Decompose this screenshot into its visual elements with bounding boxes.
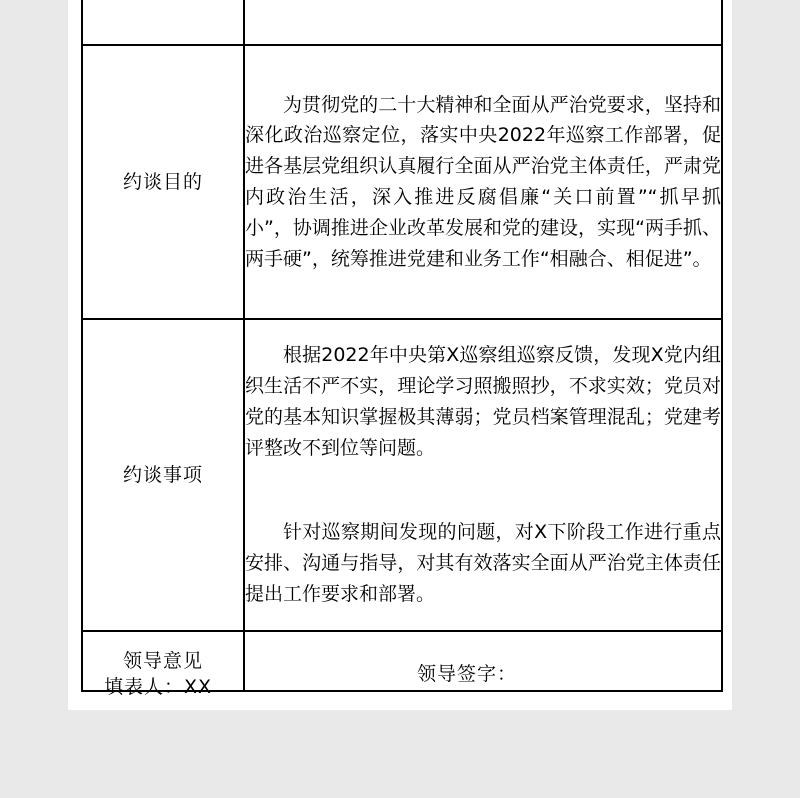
table-row: [82, 45, 722, 319]
row-body-cell-purpose: [244, 45, 722, 319]
row-body-cell-top: [244, 0, 722, 45]
matters-paragraph-1: 根据2022年中央第X巡察组巡察反馈，发现X党内组织生活不严不实，理论学习照搬照抄，不求实效；党员对党的基本知识掌握极其薄弱；党员档案管理混乱；党建考评整改不到位等问题。: [245, 344, 721, 459]
row-body-cell-opinion: [244, 631, 722, 691]
interview-record-table: [81, 0, 723, 692]
document-page: [68, 0, 732, 710]
row-label-purpose: 约谈目的: [122, 170, 203, 193]
row-label-opinion: 领导意见: [122, 649, 203, 672]
row-label-cell-top: [82, 0, 244, 45]
row-label-cell-purpose: [82, 45, 244, 319]
matters-paragraph-2: 针对巡察期间发现的问题，对X下阶段工作进行重点安排、沟通与指导，对其有效落实全面从严治党主体责任提出工作要求和部署。: [245, 521, 721, 605]
row-label-cell-matters: [82, 319, 244, 631]
purpose-paragraph: 为贯彻党的二十大精神和全面从严治党要求，坚持和深化政治巡察定位，落实中央2022年巡察工作部署，促进各基层党组织认真履行全面从严治党主体责任，严肃党内政治生活，深入推进反腐倡廉“关口前置”“抓早抓小”，协调推进企业改革发展和党的建设，实现“两手抓、两手硬”，统筹推进党建和业务工作“相融合、相促进”。: [245, 93, 721, 270]
leader-signature-label: 领导签字：: [417, 663, 518, 685]
table-row: [82, 319, 722, 631]
row-label-matters: 约谈事项: [122, 463, 203, 486]
table-row: [82, 0, 722, 45]
row-body-cell-matters: [244, 319, 722, 631]
form-filler-label: 填表人：XX: [104, 676, 213, 698]
